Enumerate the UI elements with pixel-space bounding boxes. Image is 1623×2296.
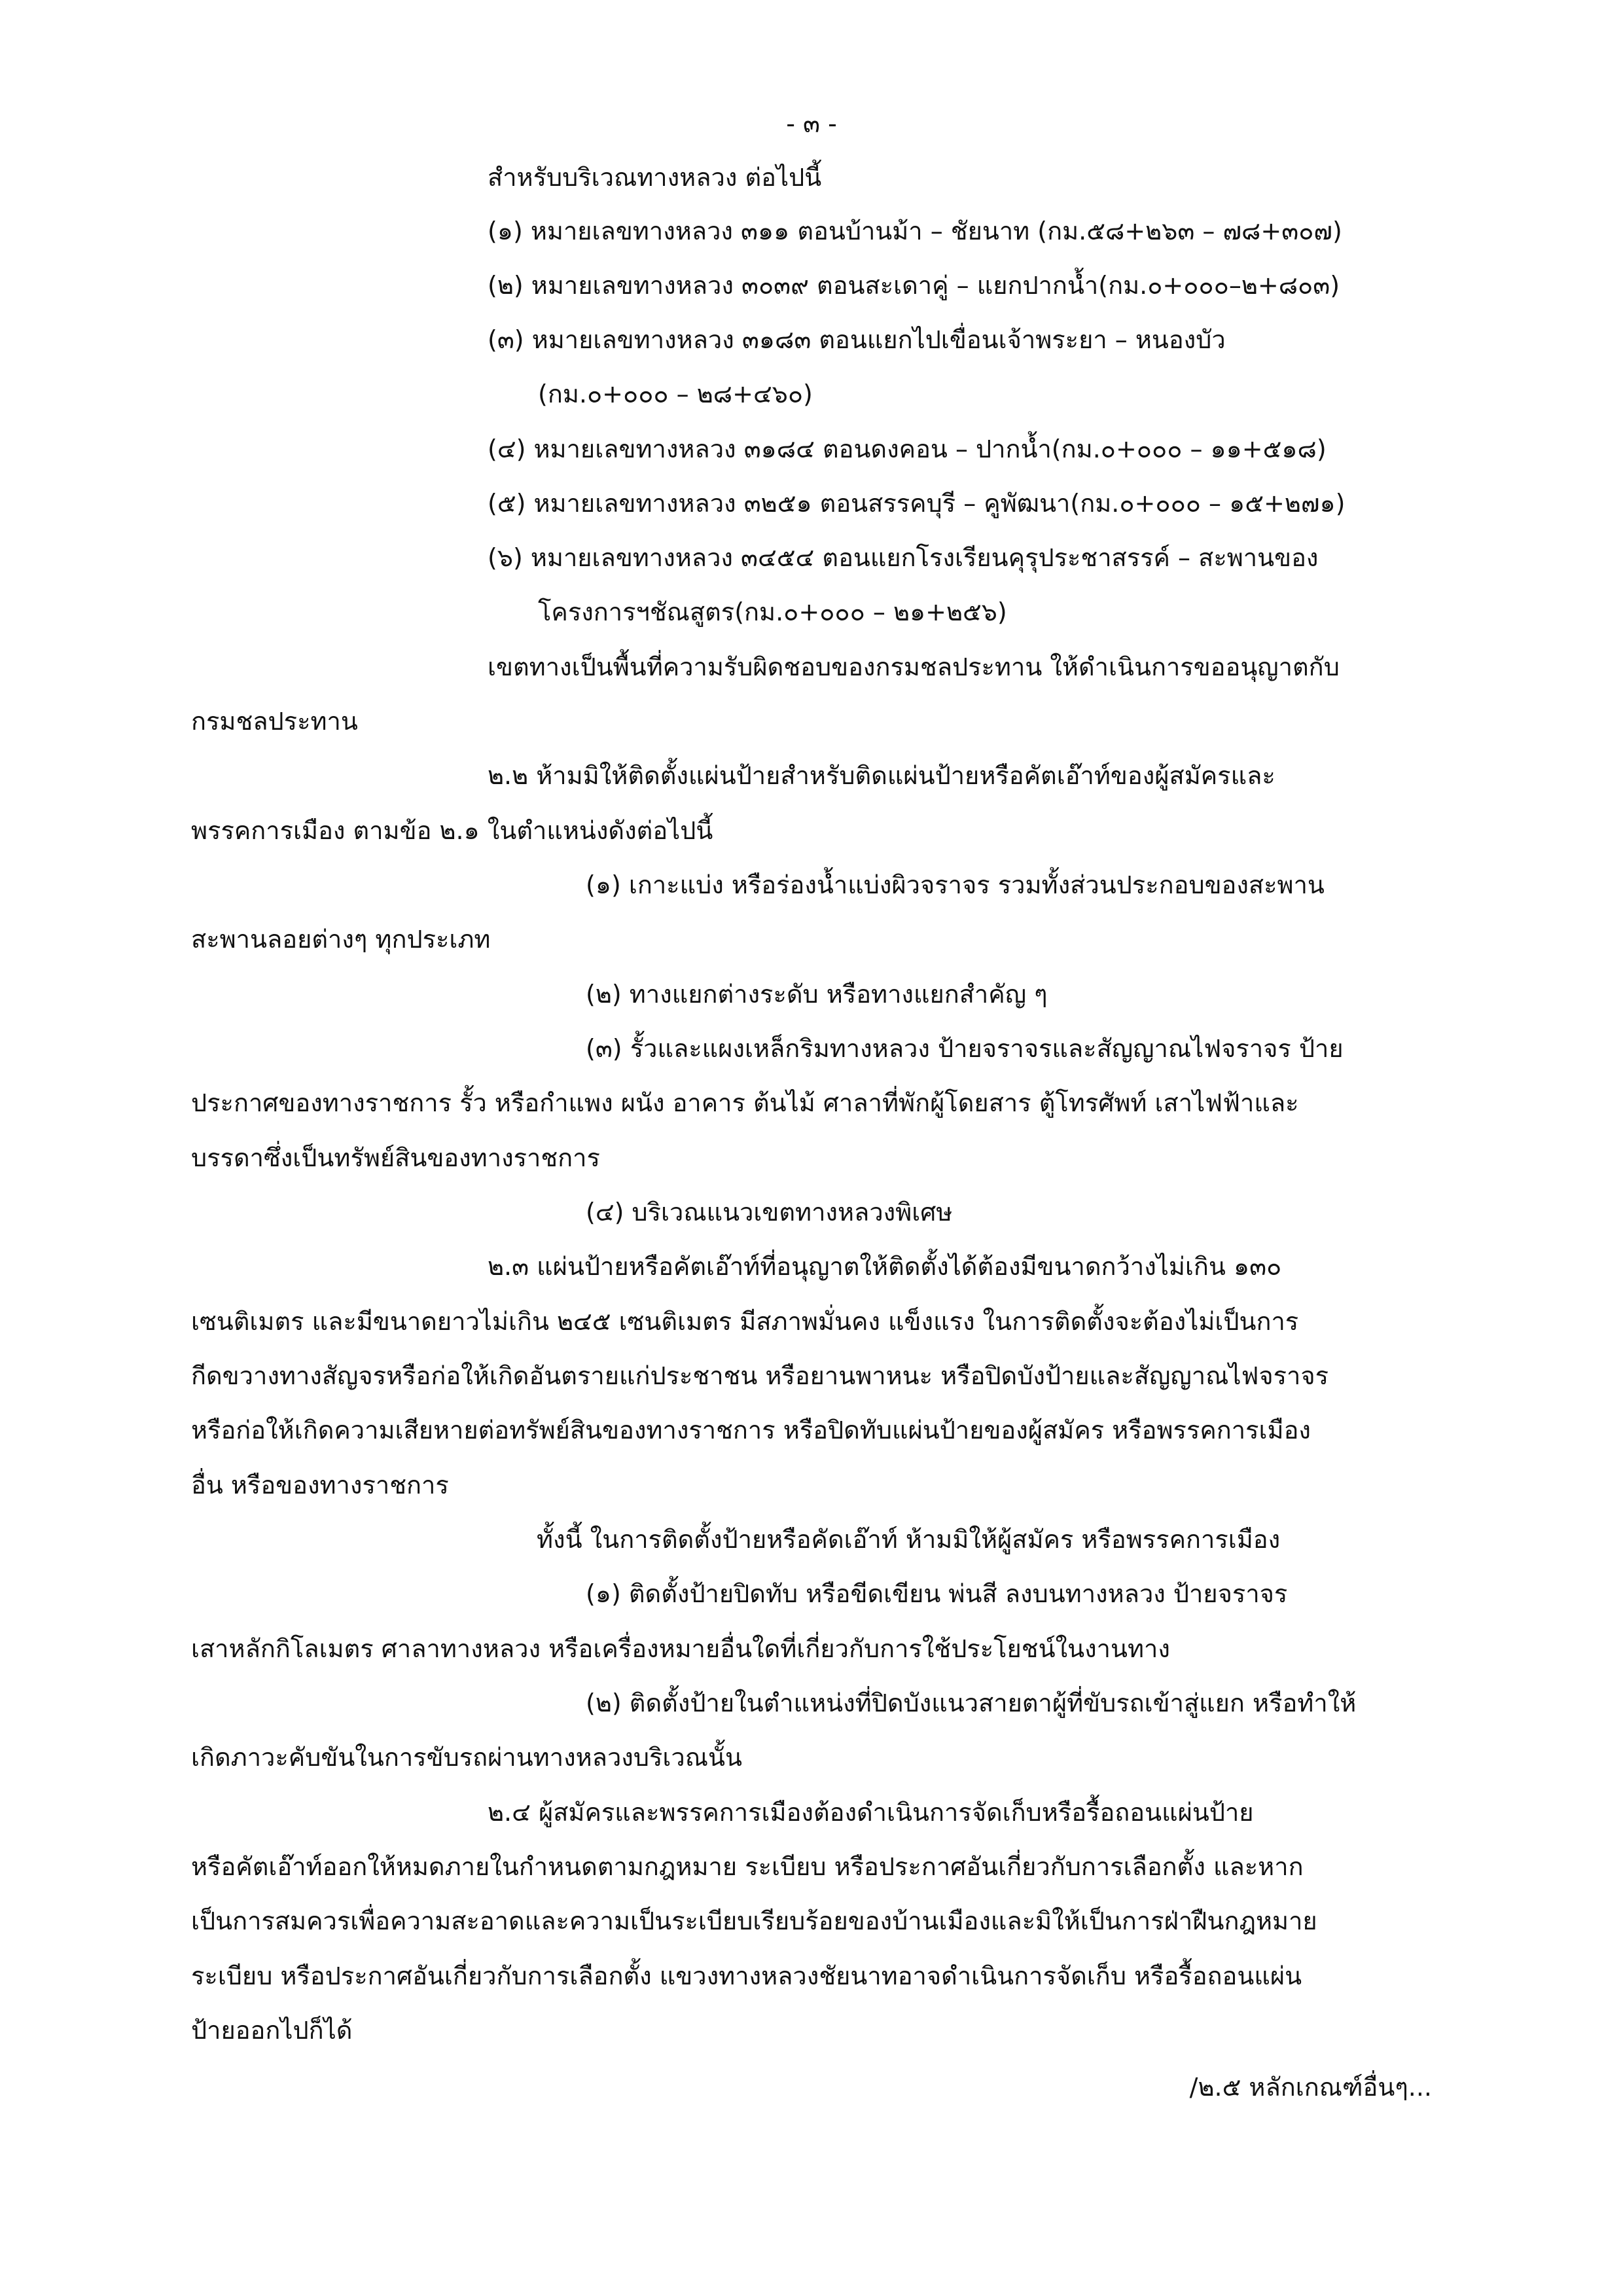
- list-item: (๓) รั้วและแผงเหล็กริมทางหลวง ป้ายจราจรและสัญญาณไฟจราจร ป้าย: [586, 1034, 1344, 1063]
- paragraph-line: หรือก่อให้เกิดความเสียหายต่อทรัพย์สินของทางราชการ หรือปิดทับแผ่นป้ายของผู้สมัคร หรือพรรคการเมือง: [191, 1416, 1311, 1444]
- section-heading-2-3: ๒.๓ แผ่นป้ายหรือคัตเอ๊าท์ที่อนุญาตให้ติดตั้งได้ต้องมีขนาดกว้างไม่เกิน ๑๓๐: [488, 1252, 1282, 1281]
- paragraph-line: อื่น หรือของทางราชการ: [191, 1471, 449, 1499]
- paragraph-line: ทั้งนี้ ในการติดตั้งป้ายหรือคัดเอ๊าท์ ห้ามมิให้ผู้สมัคร หรือพรรคการเมือง: [537, 1525, 1281, 1554]
- list-item: (๒) หมายเลขทางหลวง ๓๐๓๙ ตอนสะเดาคู่ – แยกปากน้ำ(กม.๐+๐๐๐–๒+๘๐๓): [488, 271, 1340, 300]
- text-line: (กม.๐+๐๐๐ – ๒๘+๔๖๐): [538, 380, 813, 408]
- paragraph-line: เสาหลักกิโลเมตร ศาลาทางหลวง หรือเครื่องหมายอื่นใดที่เกี่ยวกับการใช้ประโยชน์ในงานทาง: [191, 1634, 1170, 1663]
- paragraph-line: เขตทางเป็นพื้นที่ความรับผิดชอบของกรมชลประทาน ให้ดำเนินการขออนุญาตกับ: [488, 653, 1340, 681]
- list-item: (๕) หมายเลขทางหลวง ๓๒๕๑ ตอนสรรคบุรี – คูพัฒนา(กม.๐+๐๐๐ – ๑๕+๒๗๑): [488, 489, 1346, 518]
- continuation-note: /๒.๕ หลักเกณฑ์อื่นๆ...: [1189, 2073, 1432, 2102]
- list-item: (๒) ติดตั้งป้ายในตำแหน่งที่ปิดบังแนวสายตาผู้ที่ขับรถเข้าสู่แยก หรือทำให้: [586, 1689, 1357, 1717]
- paragraph-line: บรรดาซึ่งเป็นทรัพย์สินของทางราชการ: [191, 1143, 600, 1172]
- paragraph-line: พรรคการเมือง ตามข้อ ๒.๑ ในตำแหน่งดังต่อไปนี้: [191, 816, 713, 845]
- list-item: (๒) ทางแยกต่างระดับ หรือทางแยกสำคัญ ๆ: [586, 980, 1048, 1009]
- text-line: โครงการฯชัณสูตร(กม.๐+๐๐๐ – ๒๑+๒๕๖): [538, 598, 1007, 626]
- list-item: (๔) หมายเลขทางหลวง ๓๑๘๔ ตอนดงคอน – ปากน้ำ(กม.๐+๐๐๐ – ๑๑+๕๑๘): [488, 435, 1327, 463]
- section-heading-2-2: ๒.๒ ห้ามมิให้ติดตั้งแผ่นป้ายสำหรับติดแผ่นป้ายหรือคัตเอ๊าท์ของผู้สมัครและ: [488, 761, 1275, 790]
- list-item: (๖) หมายเลขทางหลวง ๓๔๕๔ ตอนแยกโรงเรียนคุรุประชาสรรค์ – สะพานของ: [488, 543, 1319, 572]
- paragraph-line: กีดขวางทางสัญจรหรือก่อให้เกิดอันตรายแก่ประชาชน หรือยานพาหนะ หรือปิดบังป้ายและสัญญาณไฟจราจร: [191, 1361, 1329, 1390]
- list-item: (๓) หมายเลขทางหลวง ๓๑๘๓ ตอนแยกไปเขื่อนเจ้าพระยา – หนองบัว: [488, 325, 1226, 354]
- list-item: (๔) บริเวณแนวเขตทางหลวงพิเศษ: [586, 1198, 953, 1227]
- paragraph-line: เป็นการสมควรเพื่อความสะอาดและความเป็นระเบียบเรียบร้อยของบ้านเมืองและมิให้เป็นการฝ่าฝืนกฎหมาย: [191, 1907, 1317, 1935]
- paragraph-line: ประกาศของทางราชการ รั้ว หรือกำแพง ผนัง อาคาร ต้นไม้ ศาลาที่พักผู้โดยสาร ตู้โทรศัพท์ เสาไฟฟ้าและ: [191, 1088, 1299, 1117]
- paragraph-line: ป้ายออกไปก็ได้: [191, 2016, 353, 2045]
- paragraph-line: ระเบียบ หรือประกาศอันเกี่ยวกับการเลือกตั้ง แขวงทางหลวงชัยนาทอาจดำเนินการจัดเก็บ หรือรื้อถอนแผ่น: [191, 1962, 1302, 1990]
- paragraph-line: กรมชลประทาน: [191, 707, 358, 736]
- text-line: สำหรับบริเวณทางหลวง ต่อไปนี้: [488, 163, 822, 192]
- page-number: - ๓ -: [786, 109, 837, 138]
- paragraph-line: เซนติเมตร และมีขนาดยาวไม่เกิน ๒๔๕ เซนติเมตร มีสภาพมั่นคง แข็งแรง ในการติดตั้งจะต้องไม่เป็นการ: [191, 1307, 1299, 1336]
- section-heading-2-4: ๒.๔ ผู้สมัครและพรรคการเมืองต้องดำเนินการจัดเก็บหรือรื้อถอนแผ่นป้าย: [488, 1798, 1254, 1827]
- list-item: (๑) เกาะแบ่ง หรือร่องน้ำแบ่งผิวจราจร รวมทั้งส่วนประกอบของสะพาน: [586, 870, 1325, 899]
- paragraph-line: เกิดภาวะคับขันในการขับรถผ่านทางหลวงบริเวณนั้น: [191, 1743, 742, 1772]
- list-item: (๑) ติดตั้งป้ายปิดทับ หรือขีดเขียน พ่นสี ลงบนทางหลวง ป้ายจราจร: [586, 1579, 1288, 1608]
- paragraph-line: หรือคัตเอ๊าท์ออกให้หมดภายในกำหนดตามกฎหมาย ระเบียบ หรือประกาศอันเกี่ยวกับการเลือกตั้ง และหาก: [191, 1852, 1304, 1881]
- list-item: (๑) หมายเลขทางหลวง ๓๑๑ ตอนบ้านม้า – ชัยนาท (กม.๕๘+๒๖๓ – ๗๘+๓๐๗): [488, 217, 1342, 245]
- paragraph-line: สะพานลอยต่างๆ ทุกประเภท: [191, 925, 491, 954]
